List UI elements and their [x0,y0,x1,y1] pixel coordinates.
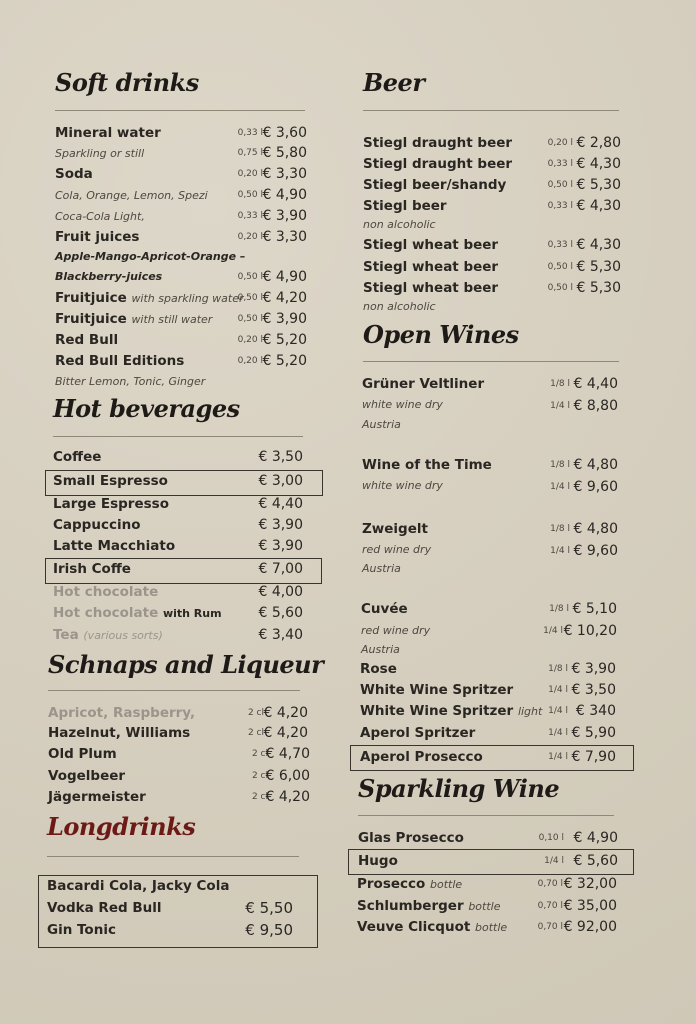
item-price: € 9,60 [573,543,618,559]
item-description: Austria [361,643,400,656]
item-name: Veuve Clicquot bottle [357,919,508,935]
menu-item [55,164,307,184]
menu-item [360,680,618,700]
item-size: 2 cl [247,728,264,738]
item-name: Rose [360,661,397,677]
item-name: Vogelbeer [48,768,126,784]
item-price: € 5,20 [262,332,307,348]
menu-item [55,227,307,247]
item-name: Fruitjuice with still water [55,311,213,327]
item-name: Wine of the Time [362,457,492,473]
item-price: € 3,00 [258,473,303,489]
item-size: 0,50 l [547,180,573,190]
menu-item [362,455,620,475]
item-size: 0,20 l [237,169,263,179]
item-price: € 3,90 [262,311,307,327]
item-price: € 5,20 [262,353,307,369]
item-name: Irish Coffe [53,561,131,577]
menu-item [53,471,305,491]
item-name: Stiegl wheat beer [363,259,499,275]
item-size: 0,50 l [237,314,263,324]
item-size: 1/4 l [548,706,568,716]
item-name: Stiegl draught beer [363,156,513,172]
item-name: Soda [55,166,93,182]
item-name: Fruitjuice with sparkling water [55,290,244,306]
item-price: € 5,10 [572,601,617,617]
item-price: € 3,50 [571,682,616,698]
item-price: € 9,60 [573,479,618,495]
item-price: € 5,50 [245,899,293,917]
item-size: 0,20 l [237,232,263,242]
menu-item [55,309,307,329]
menu-item [360,747,618,767]
menu-item [363,257,621,277]
menu-item [55,123,307,143]
section-title-schnaps: Schnaps and Liqueur [48,650,324,679]
menu-item [53,625,305,645]
item-name: White Wine Spritzer [360,682,514,698]
item-price: € 4,20 [265,789,310,805]
menu-item [48,744,310,764]
menu-item [360,659,618,679]
item-name: White Wine Spritzer light [360,703,543,719]
item-size: 0,33 l [237,128,263,138]
item-name: Cappuccino [53,517,141,533]
menu-item [357,917,619,937]
item-size: 0,33 l [547,159,573,169]
item-size: 0,20 l [547,138,573,148]
item-name: Red Bull [55,332,119,348]
menu-item [361,599,619,619]
menu-item [53,559,305,579]
item-size: 0,20 l [237,356,263,366]
item-size: 1/8 l [550,460,570,470]
menu-item [53,515,305,535]
item-price: € 3,30 [262,166,307,182]
menu-item [55,143,307,163]
item-name: Gin Tonic [47,922,116,938]
menu-item [47,920,307,940]
item-price: € 4,20 [263,725,308,741]
item-price: € 4,20 [263,705,308,721]
divider [363,110,619,111]
item-price: € 340 [575,703,616,719]
item-size: 2 cl [247,708,264,718]
menu-item [55,288,307,308]
menu-item [55,330,307,350]
item-size: 0,70 l [537,901,563,911]
item-price: € 10,20 [563,623,617,639]
item-price: € 5,30 [576,177,621,193]
item-name: Stiegl wheat beer [363,237,499,253]
menu-item [358,851,620,871]
item-name: Schlumberger bottle [357,898,501,914]
item-name: Small Espresso [53,473,168,489]
item-name: Fruit juices [55,229,140,245]
item-size: 0,50 l [237,190,263,200]
item-price: € 4,80 [573,521,618,537]
menu-item [362,396,620,416]
menu-item [357,874,619,894]
menu-item [363,235,621,255]
item-size: 0,50 l [237,272,263,282]
item-size: 0,70 l [537,922,563,932]
item-name: Large Espresso [53,496,169,512]
section-title-soft-drinks: Soft drinks [55,68,199,97]
item-price: € 4,80 [573,457,618,473]
item-description: Bitter Lemon, Tonic, Ginger [55,375,206,388]
item-name: Stiegl beer [363,198,447,214]
menu-item [362,519,620,539]
item-description: Sparkling or still [55,147,145,160]
item-price: € 92,00 [563,919,617,935]
item-size: 1/8 l [548,664,568,674]
item-price: € 4,30 [576,198,621,214]
menu-item [361,621,619,641]
menu-item [53,494,305,514]
item-price: € 9,50 [245,921,293,939]
item-description: Austria [362,418,401,431]
item-description: red wine dry [361,624,431,637]
menu-item [53,582,305,602]
item-name: Zweigelt [362,521,428,537]
section-title-open-wines: Open Wines [363,320,519,349]
item-price: € 7,00 [258,561,303,577]
item-name: Red Bull Editions [55,353,185,369]
item-price: € 3,90 [258,517,303,533]
item-price: € 4,30 [576,156,621,172]
item-price: € 5,80 [262,145,307,161]
item-price: € 7,90 [571,749,616,765]
item-name: Stiegl beer/shandy [363,177,507,193]
item-price: € 4,30 [576,237,621,253]
item-price: € 4,00 [258,584,303,600]
menu-item [55,247,307,267]
item-name: Stiegl draught beer [363,135,513,151]
item-description: Austria [362,562,401,575]
item-name: Hazelnut, Williams [48,725,191,741]
item-size: 1/8 l [550,379,570,389]
item-description: white wine dry [362,398,443,411]
item-size: 0,50 l [547,262,573,272]
item-description: Coca-Cola Light, [55,210,145,223]
item-description: Cola, Orange, Lemon, Spezi [55,189,208,202]
menu-item [363,154,621,174]
menu-item [55,206,307,226]
item-name: Aperol Spritzer [360,725,476,741]
item-name: Tea (various sorts) [53,627,163,643]
menu-item [47,898,307,918]
menu-item [363,196,621,216]
menu-item [55,185,307,205]
item-name: Coffee [53,449,102,465]
item-size: 2 cl [251,792,268,802]
menu-item [363,278,621,298]
item-size: 1/4 l [550,482,570,492]
item-name: Grüner Veltliner [362,376,485,392]
divider [47,856,299,857]
item-price: € 5,30 [576,259,621,275]
item-price: € 4,40 [258,496,303,512]
menu-item [363,175,621,195]
item-price: € 3,50 [258,449,303,465]
item-size: 1/8 l [550,524,570,534]
menu-item [362,541,620,561]
item-name: Cuvée [361,601,408,617]
menu-item [358,828,620,848]
item-name: Glas Prosecco [358,830,464,846]
menu-item [48,766,310,786]
divider [48,690,300,691]
section-title-beer: Beer [363,68,425,97]
divider [53,436,303,437]
item-price: € 4,70 [265,746,310,762]
item-price: € 4,90 [262,269,307,285]
menu-item [47,876,307,896]
divider [55,110,305,111]
menu-item [357,896,619,916]
section-title-longdrinks: Longdrinks [47,812,196,841]
menu-item [48,723,310,743]
item-price: € 5,60 [258,605,303,621]
item-size: 0,50 l [547,283,573,293]
item-price: € 4,90 [262,187,307,203]
menu-item [53,447,305,467]
section-title-sparkling-wine: Sparkling Wine [358,774,560,803]
item-price: € 4,40 [573,376,618,392]
item-price: € 2,80 [576,135,621,151]
item-price: € 3,90 [262,208,307,224]
item-name: Apple-Mango-Apricot-Orange – [55,250,246,263]
item-size: 0,10 l [538,833,564,843]
menu-item [53,603,305,623]
item-description: non alcoholic [363,300,436,313]
menu-item [362,374,620,394]
item-description: non alcoholic [363,218,436,231]
item-name: Stiegl wheat beer [363,280,499,296]
menu-item [360,723,618,743]
item-price: € 4,20 [262,290,307,306]
item-size: 0,75 l [237,148,263,158]
item-size: 1/4 l [544,856,564,866]
item-price: € 3,30 [262,229,307,245]
item-size: 0,70 l [537,879,563,889]
item-name: Aperol Prosecco [360,749,483,765]
menu-item [53,536,305,556]
item-price: € 3,90 [571,661,616,677]
item-name: Hot chocolate [53,584,159,600]
item-name: Blackberry-juices [55,270,163,283]
item-size: 1/4 l [550,546,570,556]
item-name: Latte Macchiato [53,538,176,554]
item-name: Apricot, Raspberry, [48,705,196,721]
item-price: € 32,00 [563,876,617,892]
item-name: Old Plum [48,746,117,762]
item-size: 0,50 l [237,293,263,303]
item-size: 0,33 l [237,211,263,221]
section-title-hot-beverages: Hot beverages [53,394,240,423]
menu-item [362,477,620,497]
item-price: € 6,00 [265,768,310,784]
item-size: 2 cl [251,771,268,781]
item-size: 1/4 l [548,752,568,762]
menu-item [55,351,307,371]
item-description: red wine dry [362,543,432,556]
item-name: Vodka Red Bull [47,900,162,916]
item-price: € 4,90 [573,830,618,846]
item-name: Prosecco bottle [357,876,463,892]
item-size: 1/4 l [548,685,568,695]
menu-item [55,267,307,287]
item-price: € 35,00 [563,898,617,914]
item-name: Hugo [358,853,398,869]
item-size: 0,20 l [237,335,263,345]
divider [363,361,619,362]
item-price: € 3,90 [258,538,303,554]
item-price: € 5,90 [571,725,616,741]
item-price: € 8,80 [573,398,618,414]
menu-item [363,133,621,153]
menu-item [48,787,310,807]
item-size: 1/4 l [550,401,570,411]
item-name: Mineral water [55,125,161,141]
item-size: 1/8 l [549,604,569,614]
item-size: 0,33 l [547,201,573,211]
menu-item [48,703,310,723]
item-size: 1/4 l [548,728,568,738]
item-price: € 3,40 [258,627,303,643]
item-name: Hot chocolate with Rum [53,605,222,621]
item-price: € 5,60 [573,853,618,869]
divider [358,815,614,816]
item-name: Jägermeister [48,789,146,805]
item-name: Bacardi Cola, Jacky Cola [47,878,230,894]
item-price: € 5,30 [576,280,621,296]
item-size: 2 cl [251,749,268,759]
item-description: white wine dry [362,479,443,492]
item-size: 1/4 l [543,626,563,636]
menu-item [360,701,618,721]
item-size: 0,33 l [547,240,573,250]
item-price: € 3,60 [262,125,307,141]
